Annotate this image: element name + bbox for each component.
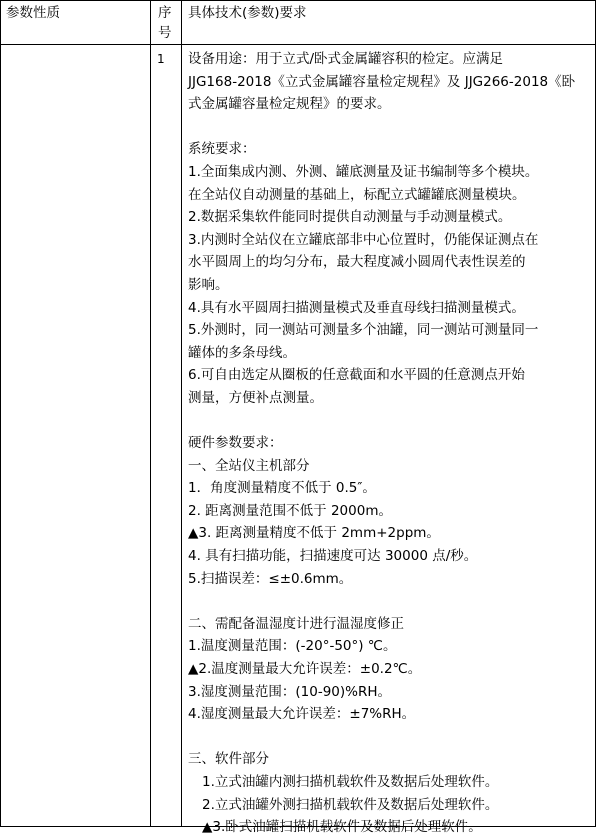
- requirements-text: [188, 48, 590, 839]
- header-tech-requirements: 具体技术(参数)要求: [188, 5, 307, 21]
- row-seq-number: 1: [157, 52, 165, 66]
- blank-line: [188, 726, 590, 749]
- requirement-line: 4. 具有扫描功能，扫描速度可达 30000 点/秒。: [188, 548, 478, 565]
- requirement-line: 1.全面集成内测、外测、罐底测量及证书编制等多个模块。: [188, 163, 539, 180]
- requirement-line: 2.数据采集软件能同时提供自动测量与手动测量模式。: [188, 209, 512, 226]
- blank-line: [188, 590, 590, 613]
- header-divider: [0, 44, 596, 45]
- requirement-line: 2. 距离测量范围不低于 2000m。: [188, 502, 392, 519]
- requirement-line: 1.温度测量范围：(-20°-50°) ℃。: [188, 638, 397, 655]
- requirement-line: 一、全站仪主机部分: [188, 457, 310, 474]
- requirement-line: 3.内测时全站仪在立罐底部非中心位置时，仍能保证测点在: [188, 231, 539, 248]
- requirement-line: ▲3.卧式油罐扫描机载软件及数据后处理软件。: [202, 819, 482, 836]
- requirement-line: 罐体的多条母线。: [188, 344, 296, 361]
- requirement-line: 影响。: [188, 276, 229, 293]
- requirement-line: 水平圆周上的均匀分布，最大程度减小圆周代表性误差的: [188, 254, 526, 271]
- requirement-line: 式金属罐容量检定规程》的要求。: [188, 96, 391, 113]
- requirement-line: 4.具有水平圆周扫描测量模式及垂直母线扫描测量模式。: [188, 299, 525, 316]
- column-divider-1: [150, 0, 151, 827]
- requirement-line: 3.湿度测量范围：(10-90)%RH。: [188, 683, 392, 700]
- blank-line: [188, 410, 590, 433]
- requirement-line: 硬件参数要求：: [188, 435, 283, 452]
- column-divider-2: [181, 0, 182, 827]
- requirement-line: 4.湿度测量最大允许误差：±7%RH。: [188, 706, 416, 723]
- table-border-left: [0, 0, 1, 827]
- requirement-line: 1．角度测量精度不低于 0.5″。: [188, 480, 376, 497]
- requirement-line: 6.可自由选定从圈板的任意截面和水平圆的任意测点开始: [188, 367, 525, 384]
- header-seq-number: 序号: [158, 5, 172, 41]
- requirement-line: 5.外测时，同一测站可测量多个油罐，同一测站可测量同一: [188, 322, 539, 339]
- requirement-line: 5.扫描误差：≤±0.6mm。: [188, 570, 353, 587]
- requirement-line: JJG168-2018《立式金属罐容量检定规程》及 JJG266-2018《卧: [188, 73, 576, 90]
- requirement-line: 在全站仪自动测量的基础上，标配立式罐罐底测量模块。: [188, 186, 526, 203]
- requirement-line: 系统要求：: [188, 141, 256, 158]
- requirement-line: ▲2.温度测量最大允许误差：±0.2℃。: [188, 661, 422, 678]
- requirement-line: 1.立式油罐内测扫描机载软件及数据后处理软件。: [202, 774, 499, 790]
- blank-line: [188, 116, 590, 139]
- requirement-line: 设备用途：用于立式/卧式金属罐容积的检定。应满足: [188, 51, 504, 67]
- requirement-line: 测量，方便补点测量。: [188, 389, 323, 406]
- requirement-line: ▲3. 距离测量精度不低于 2mm+2ppm。: [188, 525, 440, 542]
- table-border-top: [0, 0, 596, 1]
- requirement-line: 2.立式油罐外测扫描机载软件及数据后处理软件。: [202, 796, 499, 813]
- requirement-line: 二、需配备温湿度计进行温湿度修正: [188, 615, 404, 632]
- requirement-line: 三、软件部分: [188, 751, 269, 768]
- header-param-nature: 参数性质: [6, 5, 60, 21]
